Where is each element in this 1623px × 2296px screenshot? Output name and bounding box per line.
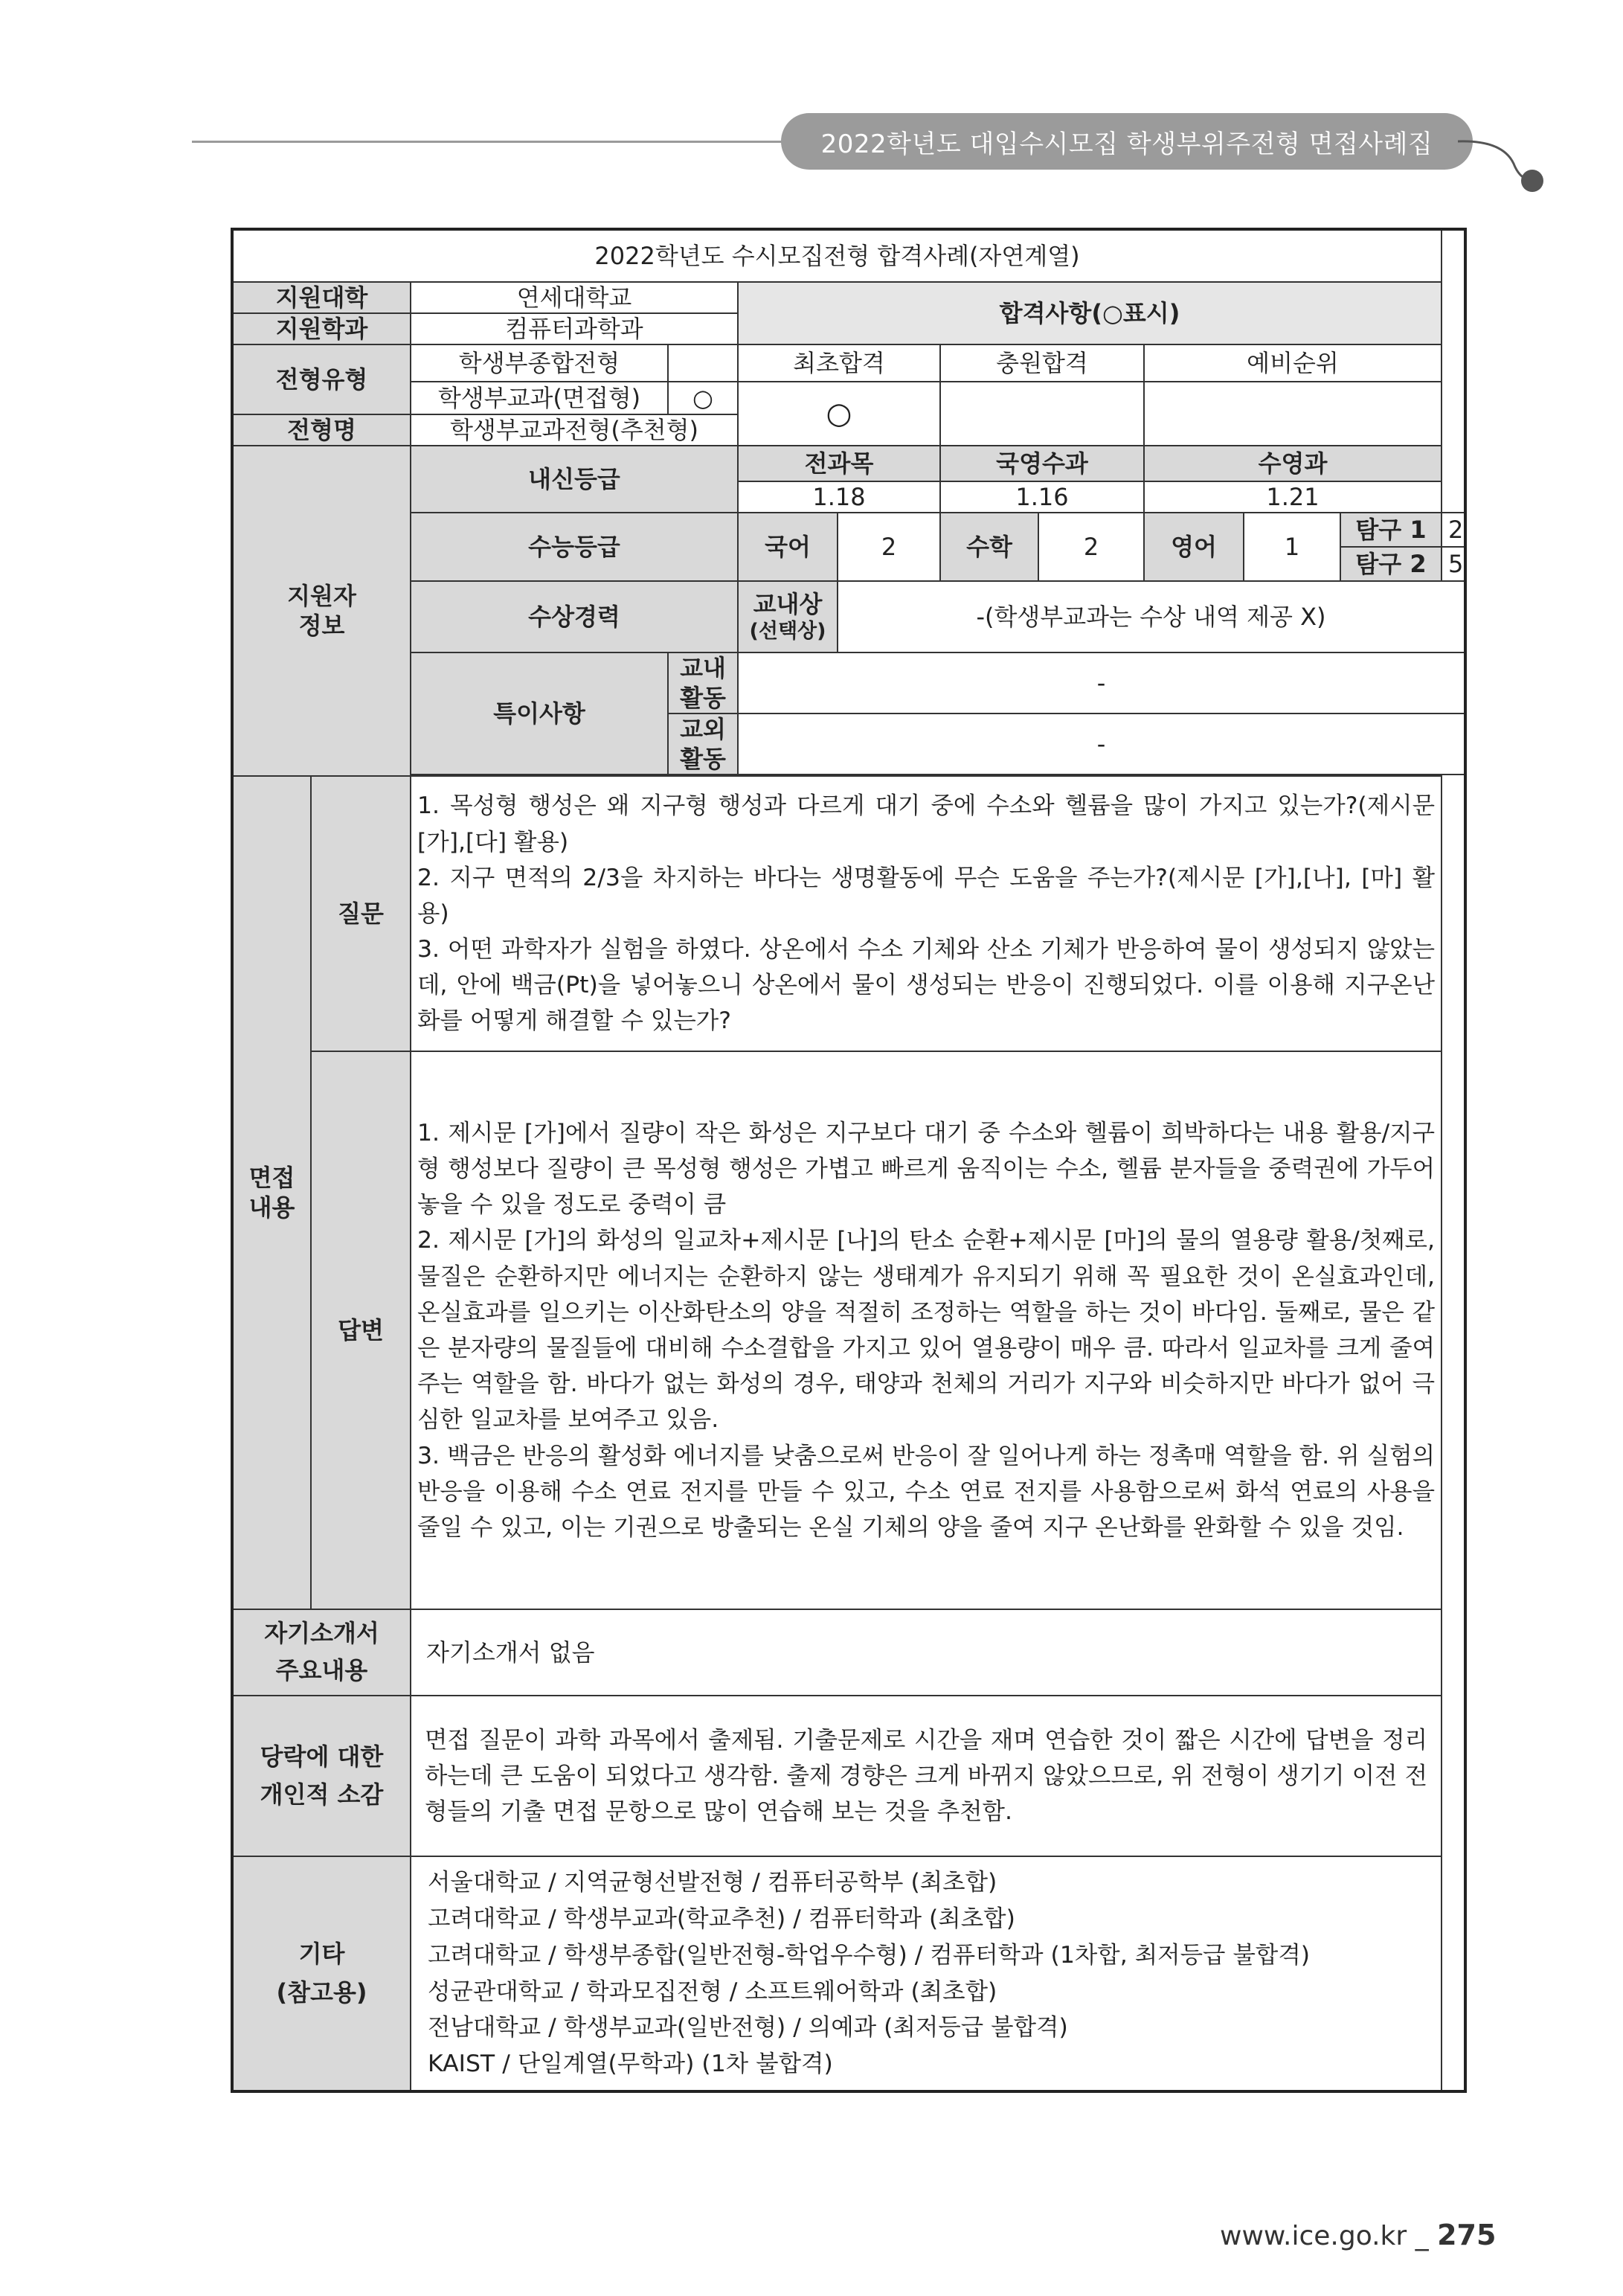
header-rule xyxy=(192,141,787,143)
name-value: 학생부교과전형(추천형) xyxy=(411,414,738,446)
result-header: 합격사항(○표시) xyxy=(738,282,1442,344)
question-2: 2. 지구 면적의 2/3을 차지하는 바다는 생명활동에 무슨 도움을 주는가?(제시문 [가],[나], [마] 활용) xyxy=(417,864,1436,927)
type1-mark xyxy=(668,344,738,382)
result-col-added: 충원합격 xyxy=(940,344,1144,382)
grade-col-mesc: 수영과 xyxy=(1144,446,1442,481)
eng-value: 1 xyxy=(1244,513,1340,581)
question-1: 1. 목성형 행성은 왜 지구형 행성과 다르게 대기 중에 수소와 헬륨을 많이 가지고 있는가?(제시문 [가],[다] 활용) xyxy=(417,792,1436,856)
grade-val-kemsc: 1.16 xyxy=(940,481,1144,513)
kor-label: 국어 xyxy=(738,513,838,581)
kor-value: 2 xyxy=(838,513,940,581)
special-label: 특이사항 xyxy=(411,652,668,775)
page-number: 275 xyxy=(1437,2219,1497,2251)
etc-label: 기타 (참고용) xyxy=(232,1856,411,2091)
header-title: 2022학년도 대입수시모집 학생부위주전형 면접사례집 xyxy=(781,113,1473,170)
univ-label: 지원대학 xyxy=(232,282,411,313)
grade-label: 내신등급 xyxy=(411,446,738,513)
etc-line-2: 고려대학교 / 학생부교과(학교추천) / 컴퓨터학과 (최초합) xyxy=(428,1905,1015,1932)
award-sub-label xyxy=(738,581,838,652)
grade-val-mesc: 1.21 xyxy=(1144,481,1442,513)
question-list xyxy=(411,776,1442,1051)
in-activity-label: 교내활동 xyxy=(668,652,738,714)
opinion-label: 당락에 대한 개인적 소감 xyxy=(232,1696,411,1856)
result-col-first: 최초합격 xyxy=(738,344,940,382)
result-mark-added xyxy=(940,382,1144,446)
inquiry2-value: 5 xyxy=(1442,547,1465,581)
info-label: 지원자 정보 xyxy=(232,446,411,776)
etc-line-6: KAIST / 단일계열(무학과) (1차 불합격) xyxy=(428,2050,833,2078)
inquiry1-label: 탐구 1 xyxy=(1340,513,1442,547)
type1-value: 학생부종합전형 xyxy=(411,344,668,382)
footer-sep: _ xyxy=(1415,2221,1429,2251)
question-3: 3. 어떤 과학자가 실험을 하였다. 상온에서 수소 기체와 산소 기체가 반응하여 물이 생성되지 않았는데, 안에 백금(Pt)을 넣어놓으니 상온에서 물이 생성되는 반응이 진행되었다. 이를 이용해 지구온난화를 어떻게 해결할 수 있는가? xyxy=(417,936,1436,1035)
answer-label: 답변 xyxy=(311,1051,411,1609)
answer-1: 1. 제시문 [가]에서 질량이 작은 화성은 지구보다 대기 중 수소와 헬륨이 희박하다는 내용 활용/지구형 행성보다 질량이 큰 목성형 행성은 가볍고 빠르게 움직이는 수소, 헬륨 분자들을 중력권에 가두어놓을 수 있을 정도로 중력이 큼 xyxy=(417,1119,1436,1219)
etc-line-4: 성균관대학교 / 학과모집전형 / 소프트웨어학과 (최초합) xyxy=(428,1978,997,2005)
type-label: 전형유형 xyxy=(232,344,411,414)
award-sub1: 교내상 xyxy=(753,590,823,619)
out-activity-label: 교외활동 xyxy=(668,714,738,775)
out-activity-value: - xyxy=(738,714,1465,775)
etc-line-3: 고려대학교 / 학생부종합(일반전형-학업우수형) / 컴퓨터학과 (1차합, 최저등급 불합격) xyxy=(428,1941,1311,1969)
name-label: 전형명 xyxy=(232,414,411,446)
answer-3: 3. 백금은 반응의 활성화 에너지를 낮춤으로써 반응이 잘 일어나게 하는 정촉매 역할을 함. 위 실험의 반응을 이용해 수소 연료 전지를 만들 수 있고, 수소 연료 전지를 사용함으로써 화석 연료의 사용을 줄일 수 있고, 이는 기권으로 방출되는 온실 기체의 양을 줄여 지구 온난화를 완화할 수 있을 것임. xyxy=(417,1442,1436,1541)
etc-line-5: 전남대학교 / 학생부교과(일반전형) / 의예과 (최저등급 불합격) xyxy=(428,2014,1068,2042)
footer xyxy=(1220,2219,1496,2251)
etc-line-1: 서울대학교 / 지역균형선발전형 / 컴퓨터공학부 (최초합) xyxy=(428,1869,997,1896)
dept-label: 지원학과 xyxy=(232,313,411,344)
eng-label: 영어 xyxy=(1144,513,1244,581)
interview-label: 면접 내용 xyxy=(232,776,311,1609)
grade-val-all: 1.18 xyxy=(738,481,940,513)
page-title: 2022학년도 수시모집전형 합격사례(자연계열) xyxy=(232,229,1442,282)
type2-value: 학생부교과(면접형) xyxy=(411,382,668,414)
etc-list xyxy=(411,1856,1442,2091)
univ-value: 연세대학교 xyxy=(411,282,738,313)
self-intro-label: 자기소개서 주요내용 xyxy=(232,1609,411,1696)
award-value: -(학생부교과는 수상 내역 제공 X) xyxy=(838,581,1465,652)
question-label: 질문 xyxy=(311,776,411,1051)
result-col-waitlist: 예비순위 xyxy=(1144,344,1442,382)
result-mark-waitlist xyxy=(1144,382,1442,446)
award-label: 수상경력 xyxy=(411,581,738,652)
grade-col-all: 전과목 xyxy=(738,446,940,481)
in-activity-value: - xyxy=(738,652,1465,714)
footer-url: www.ice.go.kr xyxy=(1220,2221,1407,2251)
math-label: 수학 xyxy=(940,513,1038,581)
result-mark-first: ○ xyxy=(738,382,940,446)
award-sub2: (선택상) xyxy=(749,620,826,644)
math-value: 2 xyxy=(1038,513,1144,581)
answer-2: 2. 제시문 [가]의 화성의 일교차+제시문 [나]의 탄소 순환+제시문 [마]의 물의 열용량 활용/첫째로, 물질은 순환하지만 에너지는 순환하지 않는 생태계가 유지되기 위해 꼭 필요한 것이 온실효과인데, 온실효과를 일으키는 이산화탄소의 양을 적절히 조정하는 역할을 하는 것이 바다임. 둘째로, 물은 같은 분자량의 물질들에 대비해 수소결합을 가지고 있어 열용량이 매우 큼. 따라서 일교차를 크게 줄여주는 역할을 함. 바다가 없는 화성의 경우, 태양과 천체의 거리가 지구와 비슷하지만 바다가 없어 극심한 일교차를 보여주고 있음. xyxy=(417,1227,1436,1434)
self-intro-value: 자기소개서 없음 xyxy=(411,1609,1442,1696)
inquiry2-label: 탐구 2 xyxy=(1340,547,1442,581)
grade-col-kemsc: 국영수과 xyxy=(940,446,1144,481)
opinion-value: 면접 질문이 과학 과목에서 출제됨. 기출문제로 시간을 재며 연습한 것이 짧은 시간에 답변을 정리하는데 큰 도움이 되었다고 생각함. 출제 경향은 크게 바뀌지 않았으므로, 위 전형이 생기기 이전 전형들의 기출 면접 문항으로 많이 연습해 보는 것을 추천함. xyxy=(411,1696,1442,1856)
header-curve-icon xyxy=(1458,134,1562,208)
admission-case-table xyxy=(231,228,1467,2093)
csat-label: 수능등급 xyxy=(411,513,738,581)
inquiry1-value: 2 xyxy=(1442,513,1465,547)
answer-list xyxy=(411,1051,1442,1609)
type2-mark: ○ xyxy=(668,382,738,414)
dept-value: 컴퓨터과학과 xyxy=(411,313,738,344)
